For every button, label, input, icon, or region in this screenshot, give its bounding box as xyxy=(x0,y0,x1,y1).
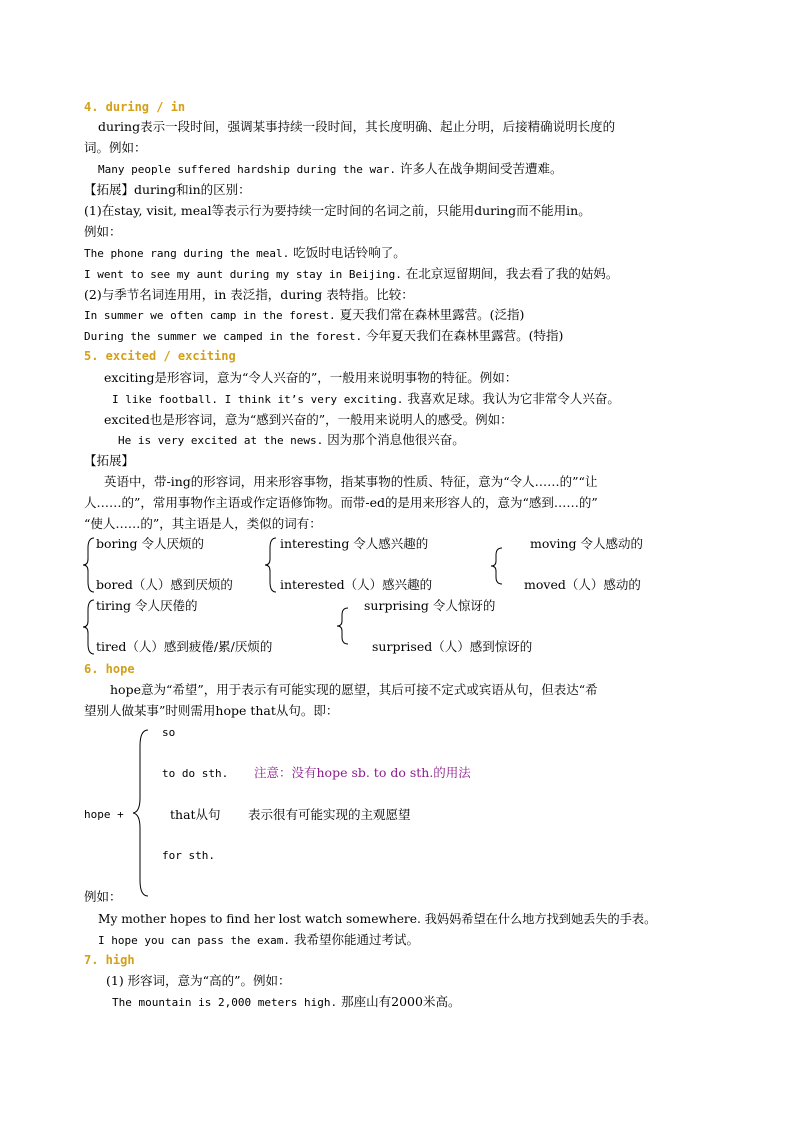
word-surprised: surprised（人）感到惊讶的 xyxy=(372,639,533,654)
example-cn: 因为那个消息他很兴奋。 xyxy=(327,432,465,447)
word-bored: bored（人）感到厌烦的 xyxy=(96,577,233,592)
example-en: The mountain is 2,000 meters high. xyxy=(112,996,338,1009)
section-4-example-1 xyxy=(98,161,563,178)
example-en: Many people suffered hardship during the war. xyxy=(98,163,397,176)
section-6-para-line2: 望别人做某事”时则需用hope that从句。即： xyxy=(84,703,339,718)
section-7-title: 7. high xyxy=(84,953,135,967)
brace-group-1 xyxy=(82,536,96,594)
brace-group-2 xyxy=(264,536,278,594)
section-6-title: 6. hope xyxy=(84,662,135,676)
section-5-title: 5. excited / exciting xyxy=(84,349,236,363)
section-4-point-1b: 例如： xyxy=(84,224,122,239)
section-4-example-3 xyxy=(84,266,618,283)
word-surprising: surprising 令人惊讶的 xyxy=(364,598,496,613)
word-interesting: interesting 令人感兴趣的 xyxy=(280,536,429,551)
word-tiring: tiring 令人厌倦的 xyxy=(96,598,198,613)
word-tired: tired（人）感到疲倦/累/厌烦的 xyxy=(96,639,273,654)
section-4-para-line2: 词。例如： xyxy=(84,140,147,155)
section-5-para-2: excited也是形容词，意为“感到兴奋的”，一般用来说明人的感受。例如： xyxy=(104,412,513,427)
example-cn: 在北京逗留期间，我去看了我的姑妈。 xyxy=(405,266,619,281)
option-text: to do sth. xyxy=(162,767,229,780)
section-6-example-2 xyxy=(98,932,419,949)
word-interested: interested（人）感兴趣的 xyxy=(280,577,433,592)
section-5-example-1 xyxy=(112,391,620,408)
example-cn: 许多人在战争期间受苦遭难。 xyxy=(400,161,563,176)
example-cn: 夏天我们常在森林里露营。(泛指) xyxy=(339,307,525,322)
hope-option-that-desc: 表示很有可能实现的主观愿望 xyxy=(248,807,411,822)
example-cn: 那座山有2000米高。 xyxy=(341,994,461,1009)
example-cn: 我喜欢足球。我认为它非常令人兴奋。 xyxy=(407,391,620,406)
section-4-example-2 xyxy=(84,245,406,262)
section-6-example-1: My mother hopes to find her lost watch somewhere. 我妈妈希望在什么地方找到她丢失的手表。 xyxy=(98,912,657,926)
word-boring: boring 令人厌烦的 xyxy=(96,536,205,551)
section-4-title: 4. during / in xyxy=(84,100,186,114)
section-7-para-1: (1) 形容词，意为“高的”。例如： xyxy=(106,973,291,988)
example-en: I went to see my aunt during my stay in Beijing. xyxy=(84,268,402,281)
section-5-para-1: exciting是形容词，意为“令人兴奋的”，一般用来说明事物的特征。例如： xyxy=(104,370,518,385)
word-moved: moved（人）感动的 xyxy=(524,577,641,592)
section-5-extension: 【拓展】 xyxy=(84,453,135,468)
section-4-example-4 xyxy=(84,307,524,324)
hope-option-to-do xyxy=(162,765,228,782)
section-4-extension: 【拓展】during和in的区别： xyxy=(84,182,251,197)
hope-option-for: for sth. xyxy=(162,849,215,862)
section-4-para-line1: during表示一段时间，强调某事持续一段时间，其长度明确、起止分明，后接精确说明长度的 xyxy=(98,119,616,134)
section-4-point-1a: (1)在stay, visit, meal等表示行为要持续一定时间的名词之前，只能用during而不能用in。 xyxy=(84,203,591,218)
hope-option-so: so xyxy=(162,726,176,739)
example-cn: 吃饭时电话铃响了。 xyxy=(293,245,406,260)
example-en: He is very excited at the news. xyxy=(118,434,324,447)
word-moving: moving 令人感动的 xyxy=(530,536,643,551)
section-4-point-2: (2)与季节名词连用用，in 表泛指，during 表特指。比较： xyxy=(84,287,414,302)
example-en: I like football. I think it’s very exciting. xyxy=(112,393,404,406)
example-cn: 今年夏天我们在森林里露营。(特指) xyxy=(366,328,564,343)
example-en: In summer we often camp in the forest. xyxy=(84,309,336,322)
brace-group-5 xyxy=(336,606,350,646)
section-5-ext-line2: 人……的”，常用事物作主语或作定语修饰物。而带-ed的是用来形容人的，意为“感到……的” xyxy=(84,495,598,510)
brace-hope xyxy=(132,728,150,898)
hope-plus: hope + xyxy=(84,808,124,821)
section-6-para-line1: hope意为“希望”，用于表示有可能实现的愿望，其后可接不定式或宾语从句，但表达“希 xyxy=(110,682,598,697)
example-cn: 我希望你能通过考试。 xyxy=(294,932,420,947)
section-5-ext-line3: “使人……的”，其主语是人，类似的词有： xyxy=(84,516,322,531)
section-6-eg: 例如： xyxy=(84,889,122,904)
section-4-example-5 xyxy=(84,328,563,345)
hope-note: 注意：没有hope sb. to do sth.的用法 xyxy=(254,765,471,780)
brace-group-3 xyxy=(490,546,504,586)
section-7-example-1 xyxy=(112,994,460,1011)
section-5-example-2 xyxy=(118,432,465,449)
section-5-ext-line1: 英语中，带-ing的形容词，用来形容事物，指某事物的性质、特征，意为“令人……的”“让 xyxy=(104,474,598,489)
brace-group-4 xyxy=(82,598,96,656)
example-en: During the summer we camped in the forest. xyxy=(84,330,363,343)
example-en: The phone rang during the meal. xyxy=(84,247,290,260)
hope-option-that: that从句 xyxy=(170,807,221,822)
example-en: I hope you can pass the exam. xyxy=(98,934,291,947)
